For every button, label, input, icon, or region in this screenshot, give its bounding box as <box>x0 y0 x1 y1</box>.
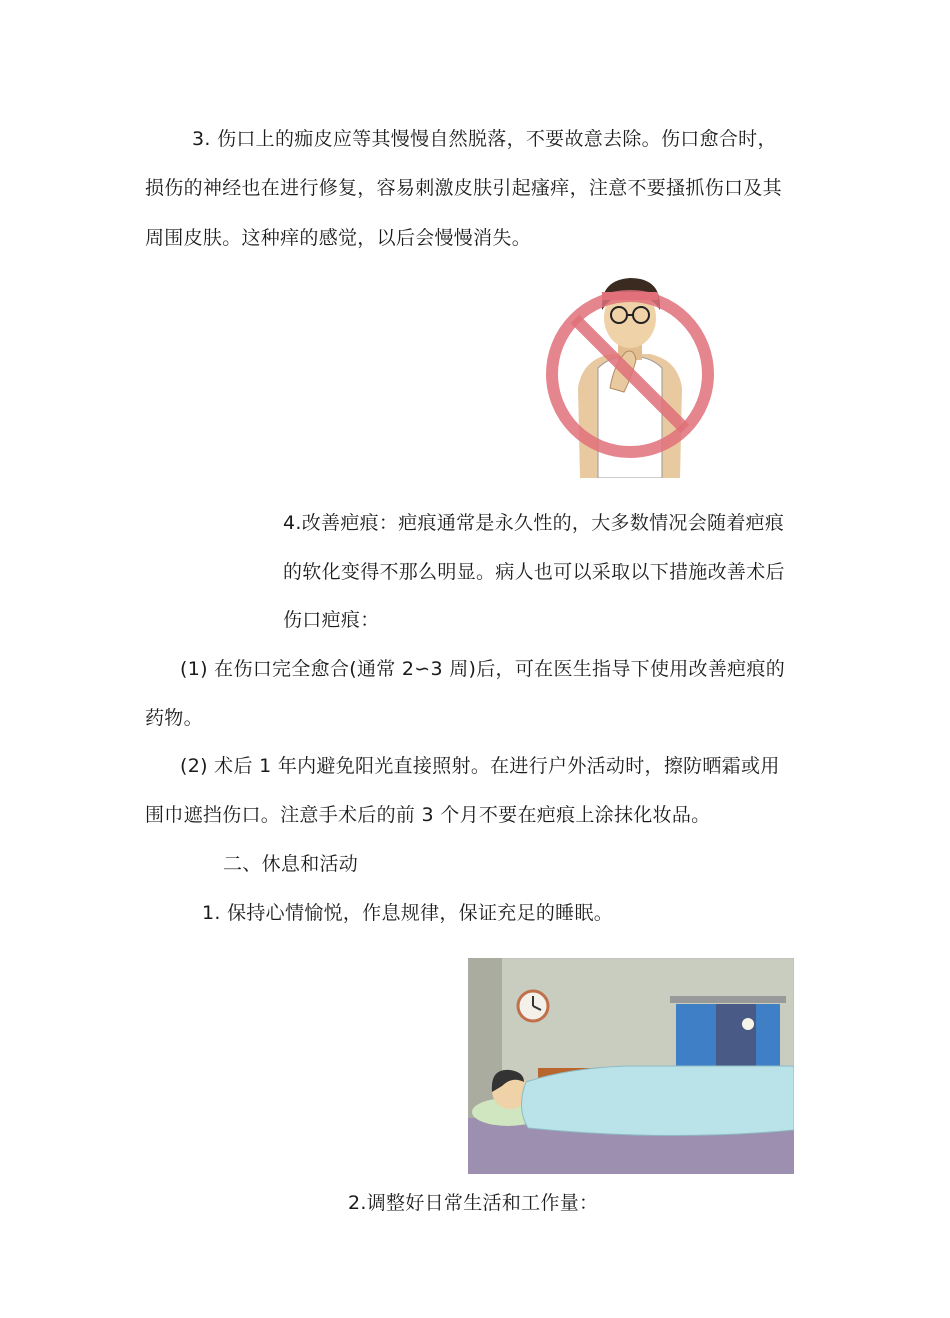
moon-icon <box>742 1018 754 1030</box>
p3-line-3: 周围皮肤。这种痒的感觉，以后会慢慢消失。 <box>145 227 532 249</box>
rest-item-1: 1. 保持心情愉悦，作息规律，保证充足的睡眠。 <box>202 902 614 924</box>
rest-item-2: 2.调整好日常生活和工作量： <box>348 1192 599 1214</box>
blanket <box>521 1066 794 1136</box>
item2-line-1: (2) 术后 1 年内避免阳光直接照射。在进行户外活动时，擦防晒霜或用 <box>180 755 780 777</box>
p4-line-3: 伤口疤痕： <box>283 609 380 631</box>
item2-line-2: 围巾遮挡伤口。注意手术后的前 3 个月不要在疤痕上涂抹化妆品。 <box>145 804 711 826</box>
item1-line-2: 药物。 <box>145 707 203 729</box>
p4-line-1: 4.改善疤痕：疤痕通常是永久性的，大多数情况会随着疤痕 <box>283 512 785 534</box>
section-heading-rest: 二、休息和活动 <box>223 853 359 875</box>
p3-line-1: 3. 伤口上的痂皮应等其慢慢自然脱落，不要故意去除。伤口愈合时， <box>192 128 777 150</box>
p4-line-2: 的软化变得不那么明显。病人也可以采取以下措施改善术后 <box>283 561 785 583</box>
sleeping-illustration <box>468 958 794 1174</box>
p3-line-2: 损伤的神经也在进行修复，容易刺激皮肤引起瘙痒，注意不要搔抓伤口及其 <box>145 177 782 199</box>
curtain-rod <box>670 996 786 1003</box>
item1-line-1: (1) 在伤口完全愈合(通常 2∽3 周)后，可在医生指导下使用改善疤痕的 <box>180 658 786 680</box>
no-scratching-illustration <box>540 268 720 478</box>
